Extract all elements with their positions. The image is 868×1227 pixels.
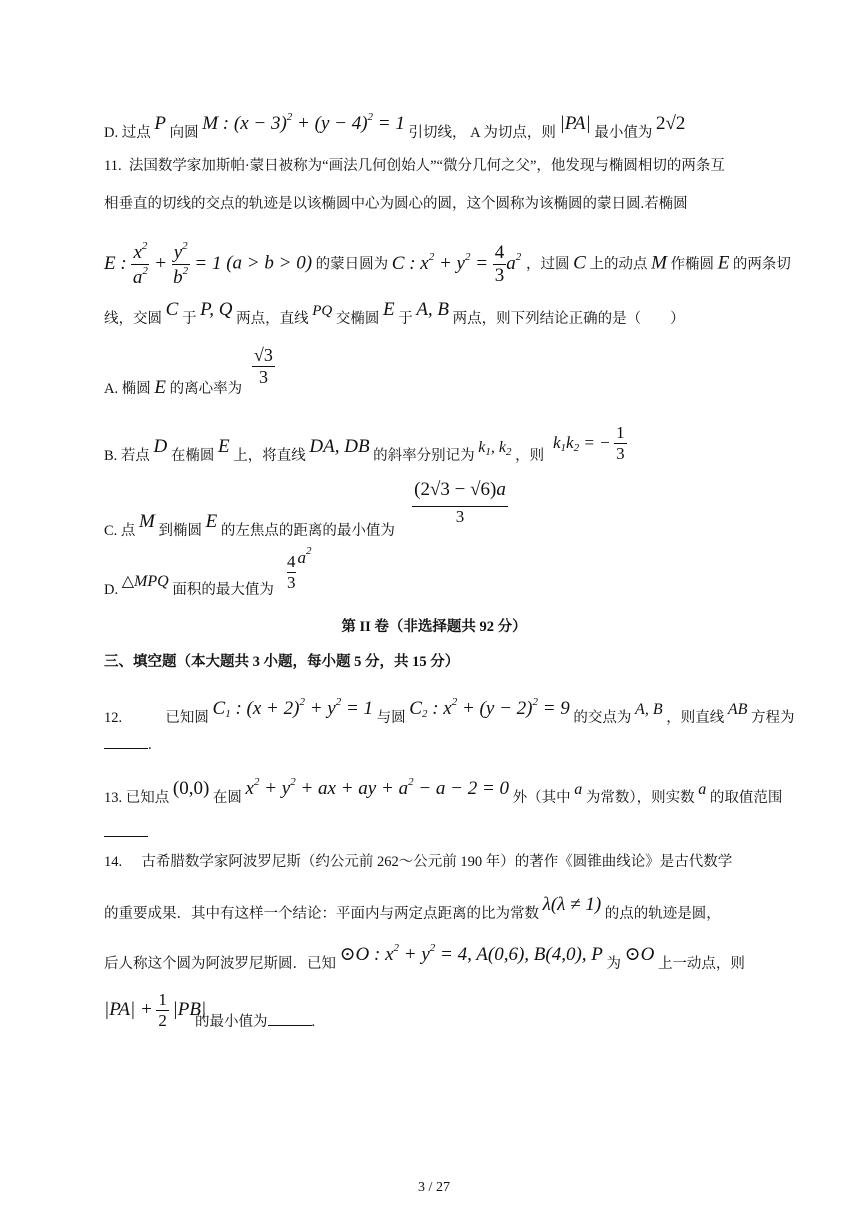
text: 为常数），则实数	[585, 790, 695, 806]
question-number: 11.	[104, 158, 122, 174]
var-e: E	[717, 252, 730, 274]
text: 的点的轨迹是圆，	[604, 906, 721, 922]
circle-c2: $C_2$ : $x^2 + (y - 2)^2 = 9$	[409, 696, 570, 720]
text: 向圆	[169, 125, 199, 141]
text: 的离心率为	[169, 381, 243, 397]
var-e: E	[382, 299, 395, 320]
q14-expression: |PA| + $\frac{1}{2}$ |PB|	[104, 990, 207, 1030]
var-a: a	[574, 781, 583, 798]
period: .	[148, 737, 152, 753]
text: 两点，直线	[236, 311, 309, 327]
option-label: C. 点	[104, 523, 136, 539]
var-c: C	[573, 252, 586, 274]
ellipse-condition: (a > b > 0)	[226, 252, 313, 274]
q11-line2	[104, 197, 688, 212]
circle-o: ⊙O	[624, 944, 655, 965]
mengri-circle-equation: C : $x^2 + y^2$ = $\frac{4}{3}$ $a^2$	[391, 242, 522, 286]
option-d-value: $\frac{4}{3}$ $a^2$	[287, 545, 312, 592]
part-3-heading: 三、填空题（本大题共 3 小题，每小题 5 分，共 15 分）	[104, 654, 460, 670]
pa-abs: |PA|	[559, 113, 591, 134]
q12-line1	[104, 696, 795, 728]
text: 引切线，	[408, 125, 467, 141]
text: 为切点，则	[483, 125, 556, 141]
q13-line1	[104, 776, 783, 806]
q11-option-c	[104, 511, 395, 539]
points-ab: A, B	[635, 701, 663, 718]
text: 外（其中	[512, 790, 571, 806]
text: 的左焦点的距离的最小值为	[220, 523, 395, 539]
text: 方程为	[751, 710, 795, 726]
q14-line3	[104, 942, 745, 972]
q11-option-d	[104, 573, 274, 598]
current-page: 3	[418, 1180, 426, 1195]
min-value: 2√2	[656, 113, 686, 134]
q13-answer-blank[interactable]	[104, 826, 148, 841]
answer-blank[interactable]	[104, 835, 148, 837]
q11-option-a	[104, 378, 242, 397]
triangle-mpq: △MPQ	[121, 573, 169, 590]
lines-da-db: DA, DB	[309, 436, 370, 457]
q11-line3	[104, 240, 791, 289]
var-m: M	[139, 511, 155, 532]
text: 的交点为	[573, 710, 632, 726]
var-e: E	[218, 436, 230, 457]
question-number: 12.	[104, 710, 123, 726]
question-number: 14.	[104, 854, 123, 870]
page-number	[0, 1180, 868, 1196]
text: 两点，则下列结论正确的是（ ）	[452, 311, 685, 327]
text: 后人称这个圆为阿波罗尼斯圆．已知	[104, 956, 336, 972]
text: 上一动点，则	[657, 956, 745, 972]
text: 面积的最大值为	[172, 582, 274, 598]
circle-c1: $C_1$ : $(x + 2)^2 + y^2 = 1$	[212, 696, 374, 720]
var-e: E	[154, 377, 166, 398]
text: 已知圆	[165, 710, 209, 726]
q11-option-b	[104, 436, 545, 466]
text: 最小值为	[594, 125, 653, 141]
total-pages: 27	[435, 1180, 450, 1195]
text: 上，将直线	[233, 448, 306, 464]
text: 在椭圆	[170, 448, 215, 464]
point-a: A	[470, 125, 480, 141]
text: 古希腊数学家阿波罗尼斯（约公元前 262～公元前 190 年）的著作《圆锥曲线论》是古代数学	[141, 854, 733, 870]
text: 的重要成果．其中有这样一个结论：平面内与两定点距离的比为常数	[104, 906, 539, 922]
var-c: C	[165, 299, 179, 320]
lambda-expression: λ(λ ≠ 1)	[542, 894, 602, 915]
option-b-value: $k_1k_2$ = − $\frac{1}{3}$	[553, 423, 625, 463]
option-c-value: (2√3 − √6)a 3	[412, 480, 508, 527]
page-separator: /	[425, 1180, 436, 1195]
answer-blank[interactable]	[268, 1024, 312, 1026]
text: 为	[606, 956, 622, 972]
var-p: P	[154, 113, 166, 134]
option-label: D.	[104, 582, 119, 598]
text: 的两条切	[732, 256, 791, 273]
text: 上的动点	[589, 256, 648, 273]
var-a: a	[698, 781, 707, 798]
var-pq: P, Q	[200, 299, 233, 320]
text: 已知点	[125, 790, 170, 806]
q14-line1	[104, 855, 732, 870]
text: 相垂直的切线的交点的轨迹是以该椭圆中心为圆心的圆，这个圆称为该椭圆的蒙日圆.若椭圆	[104, 196, 688, 212]
text: 到椭圆	[158, 523, 202, 539]
var-ab: A, B	[416, 299, 450, 320]
period: .	[311, 1014, 316, 1030]
text: 线，交圆	[104, 311, 162, 327]
option-a-value: $\frac{√3}{3}$	[254, 345, 273, 387]
circle-equation: M : $(x - 3)^2 + (y - 4)^2 = 1$	[202, 111, 405, 134]
text: ，则	[515, 448, 545, 464]
var-e: E	[205, 511, 218, 532]
q14-line4	[195, 1015, 315, 1030]
var-m: M	[651, 252, 667, 274]
line-ab: AB	[727, 701, 748, 718]
option-label: B. 若点	[104, 448, 150, 464]
text: 在圆	[212, 790, 242, 806]
text: 的斜率分别记为	[373, 448, 475, 464]
text: 于	[181, 311, 197, 327]
text: 的取值范围	[709, 790, 783, 806]
q11-line4	[104, 299, 685, 327]
text: 作椭圆	[670, 256, 715, 273]
text: ，则直线	[666, 710, 725, 726]
ellipse-equation: E : $\frac{x^2}{a^2}$ + $\frac{y^2}{b^2}$ = 1	[104, 240, 227, 288]
question-number: 13.	[104, 790, 123, 806]
section-2-title: 第 II 卷（非选择题共 92 分）	[341, 619, 527, 635]
slopes: $k_1$, $k_2$	[478, 439, 512, 458]
given-conditions: ⊙O : $x^2 + y^2 = 4$, A(0,6), B(4,0), P	[339, 942, 603, 965]
text: 的最小值为	[195, 1014, 268, 1030]
text: ，过圆	[526, 256, 570, 273]
circle-equation: $x^2 + y^2$ + ax + ay + $a^2 - a - 2 = 0$	[245, 776, 510, 799]
var-d: D	[153, 436, 168, 457]
origin-point: (0,0)	[172, 778, 210, 799]
q12-answer-blank[interactable]	[104, 738, 152, 753]
option-label: D. 过点	[104, 125, 151, 141]
text: 法国数学家加斯帕·蒙日被称为“画法几何创始人”“微分几何之父”，他发现与椭圆相切的两条互	[128, 158, 725, 174]
text: 交椭圆	[335, 311, 380, 327]
q10-option-d	[104, 111, 686, 141]
line-pq: PQ	[312, 303, 333, 319]
q11-line1	[104, 159, 725, 174]
text: 于	[398, 311, 413, 327]
q14-line2	[104, 894, 721, 922]
answer-blank[interactable]	[104, 747, 148, 749]
option-label: A. 椭圆	[104, 381, 151, 397]
text: 的蒙日圆为	[315, 256, 389, 273]
text: 与圆	[376, 710, 406, 726]
